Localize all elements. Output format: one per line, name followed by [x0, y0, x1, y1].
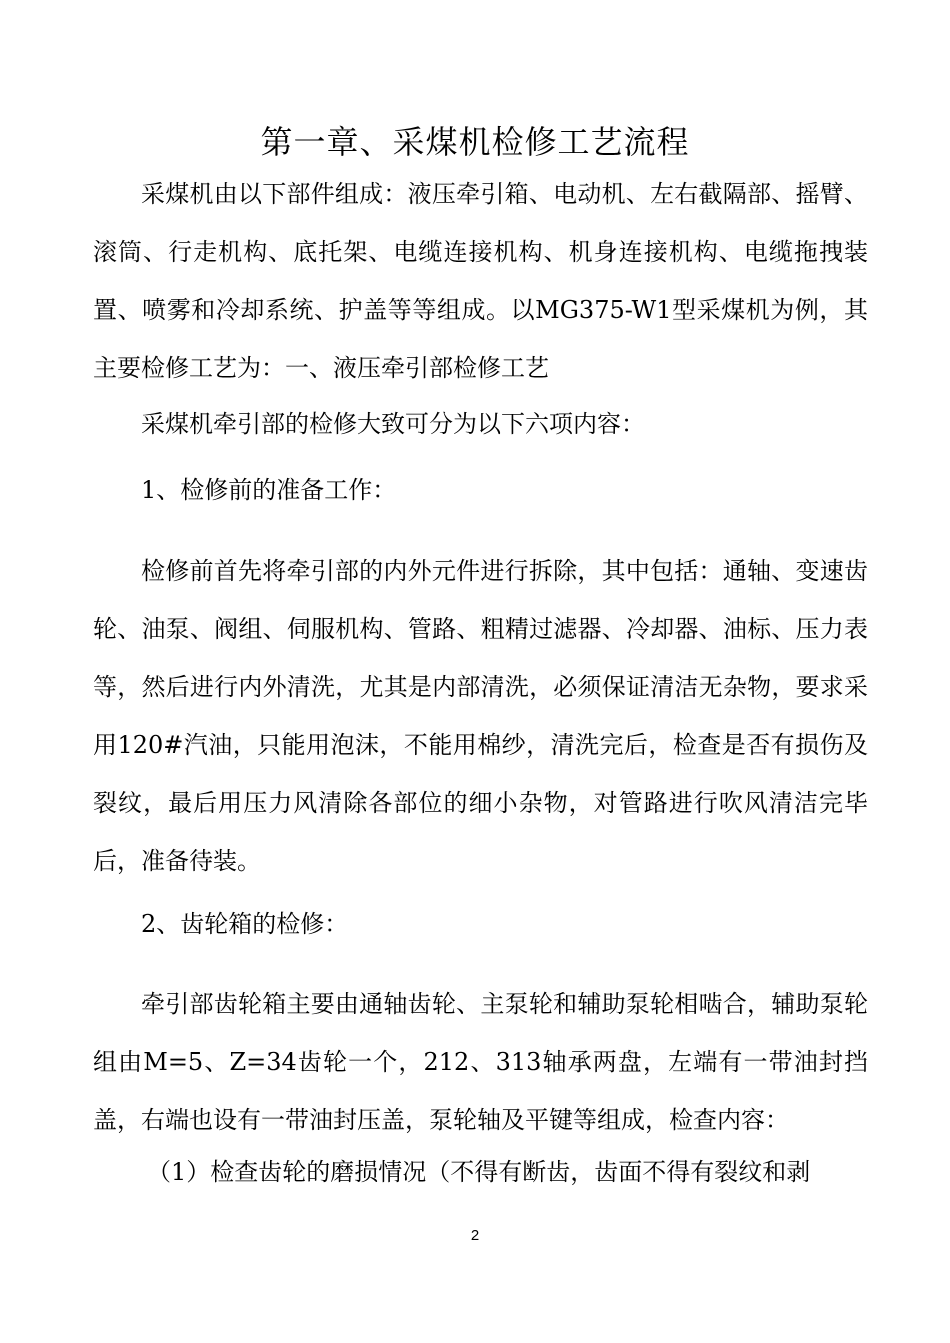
intro-paragraph: 采煤机由以下部件组成：液压牵引箱、电动机、左右截隔部、摇臂、滚筒、行走机构、底托架、电缆连接机构、机身连接机构、电缆拖拽装置、喷雾和冷却系统、护盖等等组成。以MG375-W1型采煤机为例，其主要检修工艺为：一、液压牵引部检修工艺: [93, 180, 868, 382]
section-1-body: 检修前首先将牵引部的内外元件进行拆除，其中包括：通轴、变速齿轮、油泵、阀组、伺服机构、管路、粗精过滤器、冷却器、油标、压力表等，然后进行内外清洗，尤其是内部清洗，必须保证清洁无杂物，要求采用120#汽油，只能用泡沫，不能用棉纱，清洗完后，检查是否有损伤及裂纹，最后用压力风清除各部位的细小杂物，对管路进行吹风清洁完毕后，准备待装。: [93, 557, 868, 875]
overview-paragraph: 采煤机牵引部的检修大致可分为以下六项内容：: [141, 410, 645, 438]
chapter-title: 第一章、采煤机检修工艺流程: [260, 123, 690, 161]
section-1-heading: 1、检修前的准备工作：: [141, 476, 397, 504]
section-2-heading: 2、齿轮箱的检修：: [141, 910, 349, 938]
page-number: 2: [470, 1227, 480, 1244]
inspection-item-1: （1）检查齿轮的磨损情况（不得有断齿，齿面不得有裂纹和剥: [147, 1158, 811, 1186]
section-2-body: 牵引部齿轮箱主要由通轴齿轮、主泵轮和辅助泵轮相啮合，辅助泵轮组由M=5、Z=34齿轮一个，212、313轴承两盘，左端有一带油封挡盖，右端也设有一带油封压盖，泵轮轴及平键等组成，检查内容：: [93, 990, 868, 1134]
